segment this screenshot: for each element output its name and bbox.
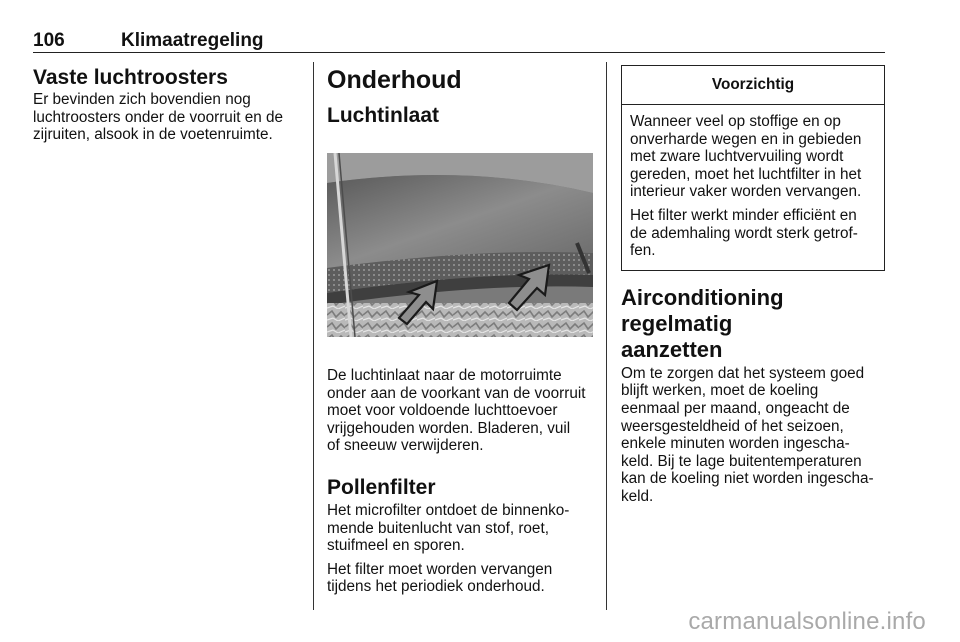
column-right	[621, 65, 889, 506]
section-heading-vaste-luchtroosters: Vaste luchtroosters	[33, 66, 228, 89]
text-line: luchtroosters onder de voorruit en de	[33, 108, 283, 126]
text-line: De luchtinlaat naar de motorruimte	[327, 367, 562, 384]
text-line: Wanneer veel op stoffige en op	[630, 113, 841, 130]
subsection-heading-airconditioning	[621, 285, 889, 363]
text-line: Om te zorgen dat het systeem goed	[621, 364, 865, 382]
text-line: onder aan de voorkant van de voorruit	[327, 384, 586, 402]
page-header	[33, 30, 885, 53]
watermark: carmanualsonline.info	[688, 608, 926, 635]
text-line: interieur vaker worden vervangen.	[630, 183, 862, 201]
text-line: eenmaal per maand, ongeacht de	[621, 399, 850, 417]
paragraph-airconditioning	[621, 365, 889, 506]
page-number: 106	[33, 30, 65, 51]
section-title-onderhoud: Onderhoud	[327, 66, 462, 94]
air-intake-photo	[327, 153, 593, 337]
text-line: enkele minuten worden ingescha-	[621, 435, 850, 453]
column-left	[33, 65, 303, 144]
text-line: zijruiten, alsook in de voetenruimte.	[33, 126, 273, 144]
paragraph-luchtinlaat	[327, 367, 595, 455]
text-line: keld. Bij te lage buitentemperaturen	[621, 452, 862, 470]
column-divider	[606, 62, 607, 610]
text-line: tijdens het periodiek onderhoud.	[327, 578, 545, 596]
text-line: weersgesteldheid of het seizoen,	[621, 417, 844, 435]
text-line: Het microfilter ontdoet de binnenko-	[327, 501, 570, 519]
heading-line: aanzetten	[621, 336, 723, 362]
text-line: Het filter moet worden vervangen	[327, 560, 553, 578]
caution-paragraph	[630, 113, 878, 201]
caution-body	[622, 105, 884, 270]
caution-title: Voorzichtig	[622, 66, 884, 105]
subsection-heading-pollenfilter: Pollenfilter	[327, 475, 436, 499]
caution-box	[621, 65, 885, 271]
caution-paragraph	[630, 207, 878, 260]
paragraph-pollenfilter	[327, 502, 595, 555]
text-line: met zware luchtvervuiling wordt	[630, 148, 844, 166]
column-divider	[313, 62, 314, 610]
heading-line: Airconditioning regelmatig	[621, 284, 784, 336]
text-line: blijft werken, moet de koeling	[621, 382, 819, 400]
paragraph-luchtroosters	[33, 91, 303, 144]
text-line: keld.	[621, 487, 654, 505]
chapter-title: Klimaatregeling	[121, 30, 264, 51]
text-line: Het filter werkt minder efficiënt en	[630, 206, 857, 224]
subsection-heading-luchtinlaat: Luchtinlaat	[327, 104, 440, 127]
text-line: onverharde wegen en in gebieden	[630, 130, 862, 148]
text-line: de ademhaling wordt sterk getrof-	[630, 224, 858, 242]
text-line: Er bevinden zich bovendien nog	[33, 91, 251, 108]
text-line: fen.	[630, 242, 656, 260]
text-line: vrijgehouden worden. Bladeren, vuil	[327, 419, 571, 437]
column-middle	[327, 65, 595, 596]
text-line: of sneeuw verwijderen.	[327, 437, 484, 455]
text-line: mende buitenlucht van stof, roet,	[327, 519, 549, 537]
text-line: gereden, moet het luchtfilter in het	[630, 165, 862, 183]
text-line: kan de koeling niet worden ingescha-	[621, 470, 874, 488]
text-line: moet voor voldoende luchttoevoer	[327, 402, 558, 420]
text-line: stuifmeel en sporen.	[327, 537, 465, 555]
paragraph-filter-vervangen	[327, 561, 595, 596]
